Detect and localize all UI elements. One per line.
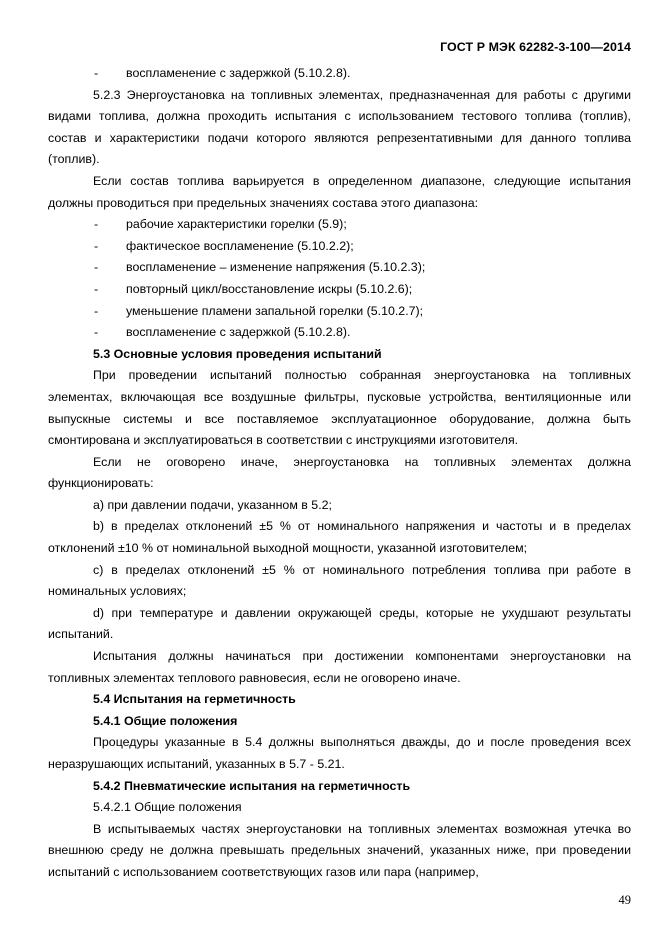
list-item [48, 301, 631, 323]
list-item [48, 214, 631, 236]
list-item-text: повторный цикл/восстановление искры (5.10.2.6); [126, 281, 413, 296]
paragraph-5-4-2-1: В испытываемых частях энергоустановки на топливных элементах возможная утечка во внешнюю среду не должна превышать предельных значений, указанных ниже, при проведении испытаний с использованием соответствующих газов или пара (например, [48, 821, 631, 879]
list-dash: - [94, 238, 99, 253]
list-item [48, 236, 631, 258]
condition-a: а) при давлении подачи, указанном в 5.2; [93, 497, 332, 512]
list-dash: - [94, 260, 99, 275]
list-item-text: рабочие характеристики горелки (5.9); [126, 217, 347, 232]
paragraph-5-4-1: Процедуры указанные в 5.4 должны выполняться дважды, до и после проведения всех неразрушающих испытаний, указанных в 5.7 - 5.21. [48, 735, 631, 771]
list-item-text: воспламенение с задержкой (5.10.2.8). [126, 66, 351, 80]
list-dash: - [94, 217, 99, 232]
section-heading-5-3: 5.3 Основные условия проведения испытаний [93, 346, 382, 361]
list-item [48, 63, 631, 85]
condition-b: b) в пределах отклонений ±5 % от номинального напряжения и частоты и в пределах отклонений ±10 % от номинальной выходной мощности, указанной изготовителем; [48, 519, 631, 556]
paragraph-5-3-operation: Если не оговорено иначе, энергоустановка на топливных элементах должна функционировать: [48, 454, 631, 491]
list-item [48, 257, 631, 279]
paragraph-5-2-3: 5.2.3 Энергоустановка на топливных элементах, предназначенная для работы с другими видами топлива, должна проходить испытания с использованием тестового топлива (топлив), состав и характеристики подачи которого являются репрезентативными для данного топлива (топлив). [48, 87, 631, 167]
list-item-text: воспламенение – изменение напряжения (5.10.2.3); [126, 260, 426, 275]
list-dash: - [94, 303, 99, 318]
document-header: ГОСТ Р МЭК 62282-3-100—2014 [440, 40, 631, 54]
page-number: 49 [618, 893, 631, 907]
document-body [48, 63, 631, 884]
list-item-text: уменьшение пламени запальной горелки (5.10.2.7); [126, 303, 424, 318]
list-item-text: фактическое воспламенение (5.10.2.2); [126, 238, 354, 253]
list-dash: - [94, 281, 99, 296]
paragraph-5-3-equilibrium: Испытания должны начинаться при достижении компонентами энергоустановки на топливных элементах теплового равновесия, если не оговорено иначе. [48, 649, 631, 685]
list-item [48, 322, 631, 344]
list-item-text: воспламенение с задержкой (5.10.2.8). [126, 325, 351, 340]
list-item [48, 279, 631, 301]
section-heading-5-4-2-1: 5.4.2.1 Общие положения [93, 800, 242, 815]
section-heading-5-4-1: 5.4.1 Общие положения [93, 713, 238, 728]
condition-c: с) в пределах отклонений ±5 % от номинального потребления топлива при работе в номинальных условиях; [48, 562, 631, 599]
section-heading-5-4-2: 5.4.2 Пневматические испытания на герметичность [93, 778, 411, 793]
list-dash: - [94, 325, 99, 340]
paragraph-5-3-assembly: При проведении испытаний полностью собранная энергоустановка на топливных элементах, включающая все воздушные фильтры, пусковые устройства, вентиляционные или выпускные системы и все поставляемое эксплуатационное оборудование, должна быть смонтирована и эксплуатироваться в соответствии с инструкциями изготовителя. [48, 368, 631, 448]
list-dash: - [94, 66, 99, 80]
paragraph-fuel-range: Если состав топлива варьируется в определенном диапазоне, следующие испытания должны проводиться при предельных значениях состава этого диапазона: [48, 173, 631, 210]
condition-d: d) при температуре и давлении окружающей среды, которые не ухудшают результаты испытаний. [48, 605, 631, 642]
section-heading-5-4: 5.4 Испытания на герметичность [93, 692, 296, 707]
